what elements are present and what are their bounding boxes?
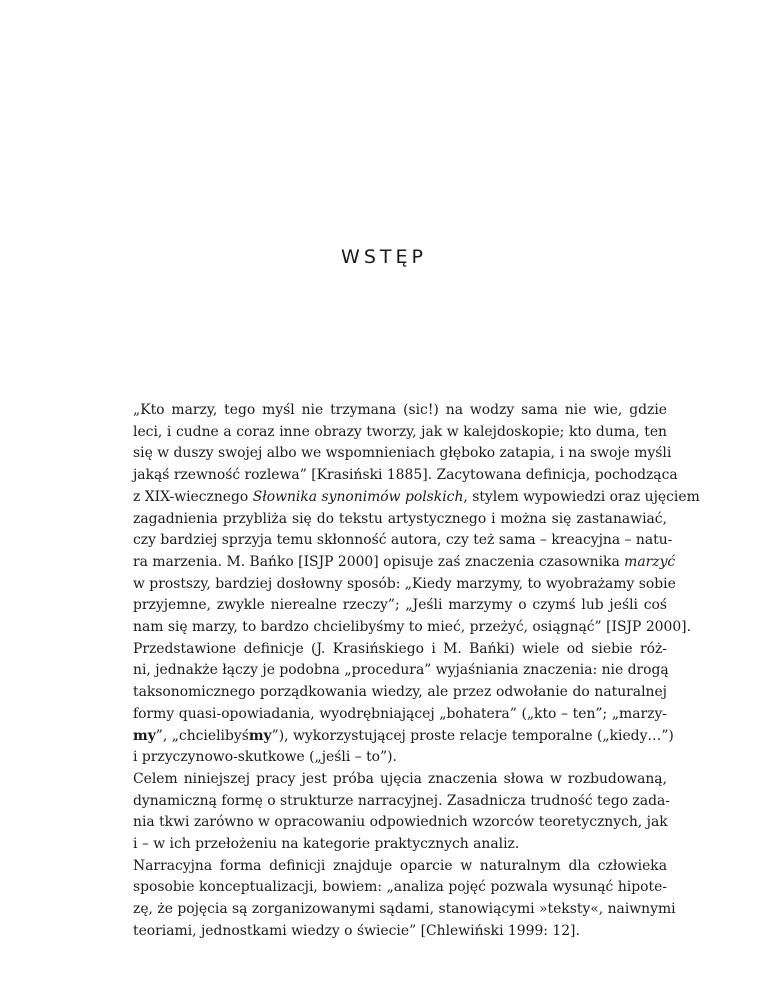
text-line: i – w ich przełożeniu na kategorie praktycznych analiz. [133,836,520,853]
text-line: teoriami, jednostkami wiedzy o świecie” [Chlewiński 1999: 12]. [133,922,580,939]
text-line: Przedstawione definicje (J. Krasińskiego i M. Bańki) wiele od siebie róż- [133,640,667,657]
text-line: nia tkwi zarówno w opracowaniu odpowiednich wzorców teoretycznych, jak [133,814,668,831]
text-line: czy bardziej sprzyja temu skłonność autora, czy też sama – kreacyjna – natu- [133,532,673,549]
page-heading: WSTĘP [341,246,427,268]
paragraph [111,639,674,769]
text-line: dynamiczną formę o strukturze narracyjnej. Zasadnicza trudność tego zada- [133,792,670,809]
paragraph [111,769,670,856]
text-line: nam się marzy, to bardzo chcielibyśmy to mieć, przeżyć, osiągnąć” [ISJP 2000]. [133,619,692,636]
text-line: leci, i cudne a coraz inne obrazy tworzy, jak w kalejdoskopie; kto duma, ten [133,423,667,440]
text-line: zę, że pojęcia są zorganizowanymi sądami, stanowiącymi »teksty«, naiwnymi [133,901,676,918]
text-line: i przyczynowo-skutkowe („jeśli – to”). [133,749,397,766]
text-line: się w duszy swojej albo we wspomnieniach głęboko zatapia, i na swoje myśli [133,445,672,462]
text-line: formy quasi-opowiadania, wyodrębniającej „bohatera” („kto – ten”; „marzy- [133,705,667,722]
text-line: w prostszy, bardziej dosłowny sposób: „Kiedy marzymy, to wyobrażamy sobie [133,575,676,592]
text-line: jakąś rzewność rozlewa” [Krasiński 1885]. Zacytowana definicja, pochodząca [133,467,678,484]
text-line: przyjemne, zwykle nierealne rzeczy”; „Jeśli marzymy o czymś lub jeśli coś [133,597,667,614]
text-line: z XIX-wiecznego Słownika synonimów polskich, stylem wypowiedzi oraz ujęciem [133,488,700,505]
text-line: Narracyjna forma definicji znajduje oparcie w naturalnym dla człowieka [133,857,667,874]
text-line: taksonomicznego porządkowania wiedzy, ale przez odwołanie do naturalnej [133,684,667,701]
text-line: zagadnienia przybliża się do tekstu artystycznego i można się zastanawiać, [133,510,667,527]
text-line: „Kto marzy, tego myśl nie trzymana (sic!) na wodzy sama nie wie, gdzie [133,402,667,418]
body-text [111,400,700,943]
paragraph [111,400,700,639]
text-line: my”, „chcielibyśmy”), wykorzystującej proste relacje temporalne („kiedy…”) [133,727,674,744]
text-line: ra marzenia. M. Bańko [ISJP 2000] opisuje zaś znaczenia czasownika marzyć [133,553,676,570]
paragraph [111,856,676,943]
text-line: Celem niniejszej pracy jest próba ujęcia znaczenia słowa w rozbudowaną, [133,770,667,787]
text-line: ni, jednakże łączy je podobna „procedura” wyjaśniania znaczenia: nie drogą [133,662,669,679]
text-line: sposobie konceptualizacji, bowiem: „analiza pojęć pozwala wysunąć hipote- [133,879,667,896]
